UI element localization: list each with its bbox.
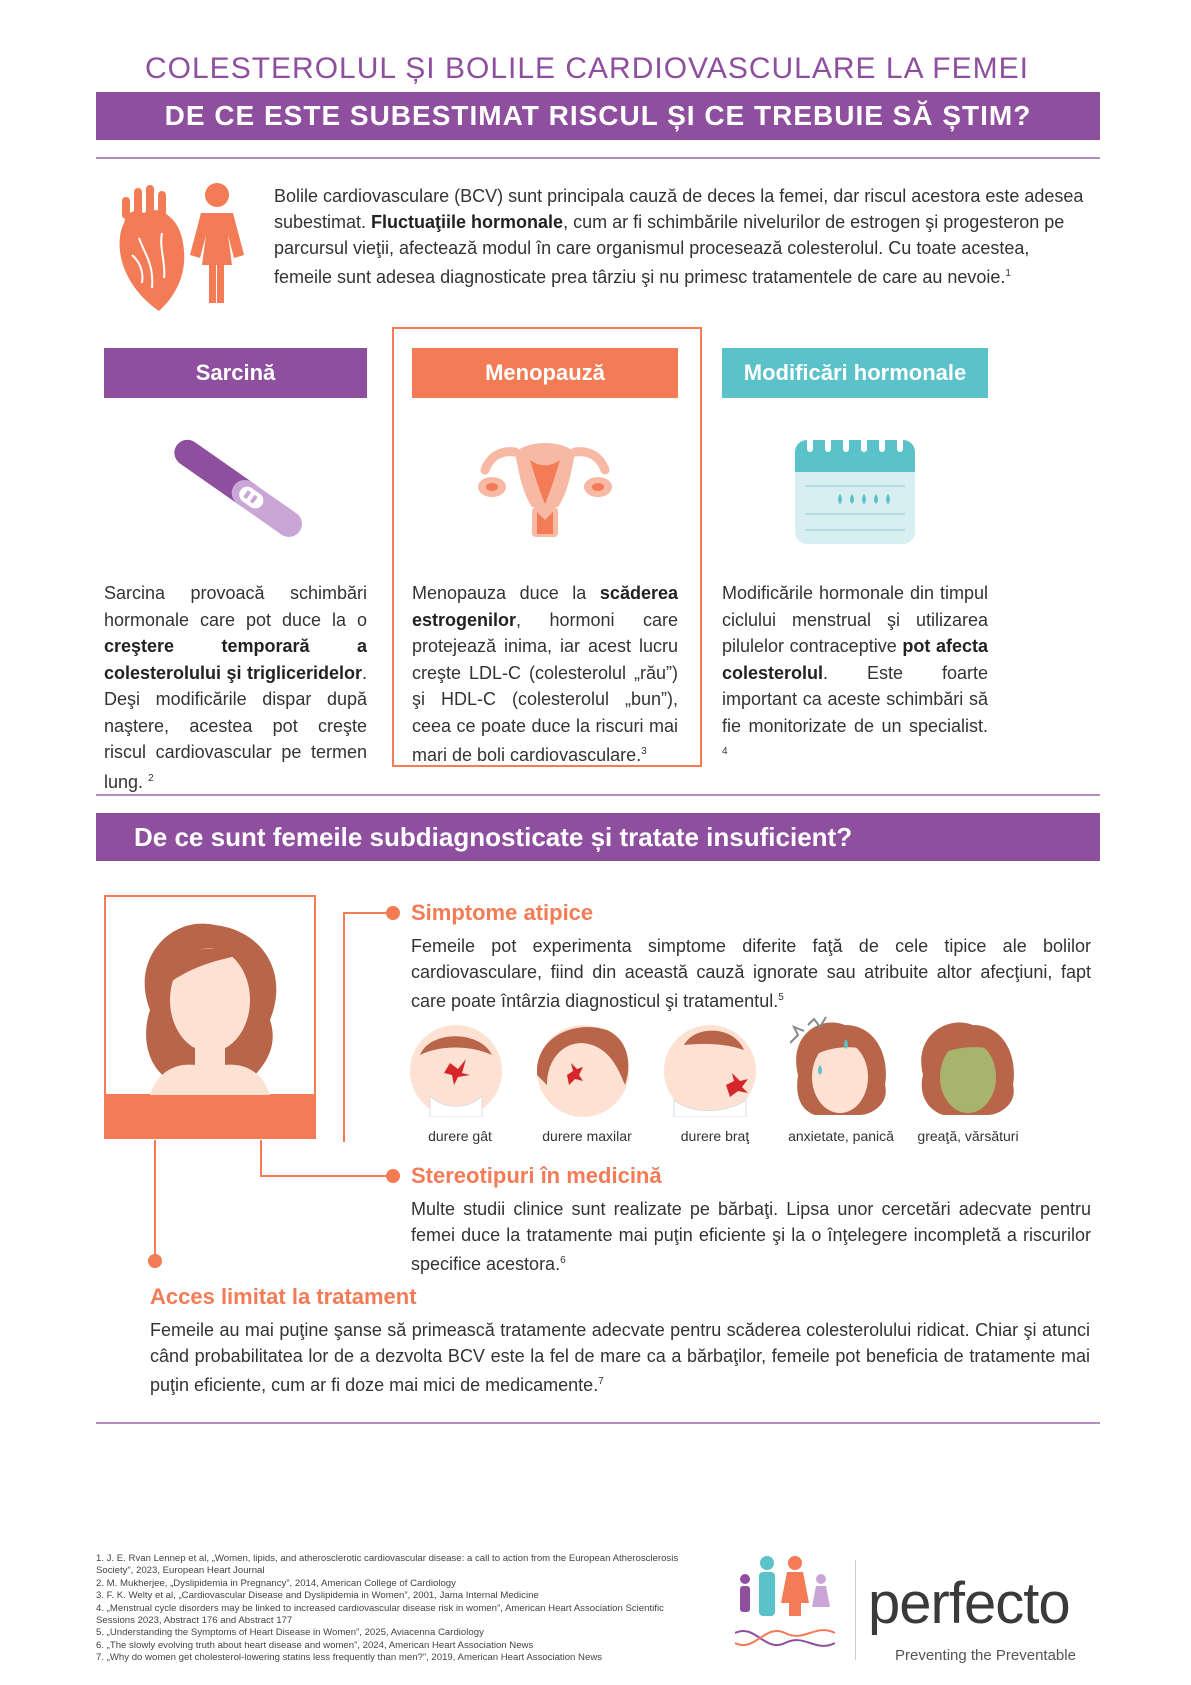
divider [96, 1422, 1100, 1424]
reference-item: 2. M. Mukherjee, „Dyslipidemia in Pregnancy”, 2014, American College of Cardiology [96, 1577, 456, 1589]
divider [96, 794, 1100, 796]
calendar-icon [795, 432, 915, 544]
intro-paragraph: Bolile cardiovasculare (BCV) sunt principala cauză de deces la femei, dar riscul acestora este adesea subestimat. Fluctuaţiile hormonale, cum ar fi schimbările nivelurilor de estrogen şi progesteron pe parcursul vieţii, afectează modul în care organismul procesează colesterolul. Cu toate acestea, femeile sunt adesea diagnosticate prea târziu şi nu primesc tratamentele de care au nevoie.$^1$ [274, 186, 1084, 287]
heart-woman-icon [104, 183, 254, 313]
nausea-icon [918, 1015, 1018, 1117]
access-heading: Acces limitat la tratament [150, 1284, 417, 1309]
brand-logo: perfecto [868, 1571, 1070, 1636]
portrait-band [104, 1094, 316, 1139]
connector-line [154, 1140, 156, 1260]
symptom-label: durere maxilar [542, 1128, 632, 1144]
page-subtitle: DE CE ESTE SUBESTIMAT RISCUL ȘI CE TREBUIE SĂ ȘTIM? [96, 92, 1100, 140]
connector-dot [386, 906, 400, 920]
section-title: De ce sunt femeile subdiagnosticate și tratate insuficient? [96, 813, 1100, 861]
pregnancy-test-icon [172, 430, 302, 550]
reference-item: 1. J. E. Rvan Lennep et al, „Women, lipids, and atherosclerotic cardiovascular disease: a call to action from the European Atherosclerosis Society”, 2023, European Heart Journal [96, 1553, 679, 1577]
connector-dot [386, 1169, 400, 1183]
woman-portrait-icon [130, 920, 290, 1095]
menopause-header: Menopauză [412, 348, 678, 398]
reference-item: 4. „Menstrual cycle disorders may be linked to increased cardiovascular disease risk in women”, American Heart Association Scientific Sessions 2023, Abstract 176 and Abstract 177 [96, 1602, 664, 1627]
symptom-label: durere gât [428, 1128, 492, 1144]
connector-line [260, 1140, 262, 1176]
jaw-pain-icon [537, 1025, 629, 1117]
hormonal-header: Modificări hormonale [722, 348, 988, 398]
symptom-label: greaţă, vărsături [917, 1128, 1019, 1144]
divider [96, 157, 1100, 159]
hormonal-text: Modificările hormonale din timpul ciclului menstrual şi utilizarea pilulelor contraceptive pot afecta colesterolul. Este foarte important ca aceste schimbări să fie monitorizate de un specialist. $^4$ [722, 583, 988, 757]
stereotypes-text: Multe studii clinice sunt realizate pe bărbaţi. Lipsa unor cercetări adecvate pentru femei duce la tratamente mai puţin eficiente şi la o înţelegere incompletă a riscurilor specifice acestora.$^6$ [411, 1199, 1091, 1274]
page-title: COLESTEROLUL ȘI BOLILE CARDIOVASCULARE LA FEMEI [145, 52, 1029, 85]
atypical-heading: Simptome atipice [411, 900, 594, 925]
atypical-text: Femeile pot experimenta simptome diferite faţă de cele tipice ale bolilor cardiovasculare, fiind din această cauză ignorate sau atribuite altor afecţiuni, fapt care poate întârzia diagnosticul şi tratamentul.$^5$ [411, 936, 1091, 1011]
brand-divider [855, 1560, 856, 1660]
uterus-icon [470, 432, 620, 547]
connector-dot [148, 1254, 162, 1268]
brand-tagline: Preventing the Preventable [895, 1647, 1076, 1664]
references [96, 1553, 681, 1665]
symptom-label: anxietate, panică [788, 1128, 894, 1144]
symptom-label: durere braţ [680, 1128, 750, 1144]
connector-line [343, 912, 345, 1142]
family-logo-icon [735, 1553, 835, 1663]
reference-item: 5. „Understanding the Symptoms of Heart Disease in Women”, 2025, Aviacenna Cardiology [96, 1627, 484, 1639]
access-text: Femeile au mai puţine şanse să primească tratamente adecvate pentru scăderea colesterolului ridicat. Chiar şi atunci când probabilitatea lor de a dezvolta BCV este la fel de mare ca a bărbaţilor, femeile pot beneficia de tratamente mai puţin eficiente, cum ar fi doze mai mici de medicamente.$^7$ [150, 1320, 1090, 1395]
arm-pain-icon [664, 1025, 756, 1117]
pregnancy-text: Sarcina provoacă schimbări hormonale care pot duce la o creştere temporară a colesterolului şi trigliceridelor. Deşi modificările dispar după naştere, acestea pot creşte riscul cardiovascular pe termen lung. $^2$ [104, 583, 367, 792]
reference-item: 7. „Why do women get cholesterol-lowering statins less frequently than men?”, 2019, American Heart Association News [96, 1652, 603, 1664]
reference-item: 6. „The slowly evolving truth about heart disease and women”, 2024, American Heart Association News [96, 1639, 534, 1651]
connector-line [260, 1175, 393, 1177]
stereotypes-heading: Stereotipuri în medicină [411, 1163, 662, 1188]
menopause-text: Menopauza duce la scăderea estrogenilor, hormoni care protejează inima, iar acest lucru creşte LDL-C (colesterolul „rău”) şi HDL-C (colesterolul „bun”), ceea ce poate duce la riscuri mai mari de boli cardiovasculare.$^3$ [412, 583, 678, 765]
anxiety-icon [790, 1015, 890, 1117]
pregnancy-header: Sarcină [104, 348, 367, 398]
reference-item: 3. F. K. Welty et al, „Cardiovascular Disease and Dyslipidemia in Women”, 2001, Jama Internal Medicine [96, 1590, 539, 1602]
neck-pain-icon [410, 1025, 502, 1117]
